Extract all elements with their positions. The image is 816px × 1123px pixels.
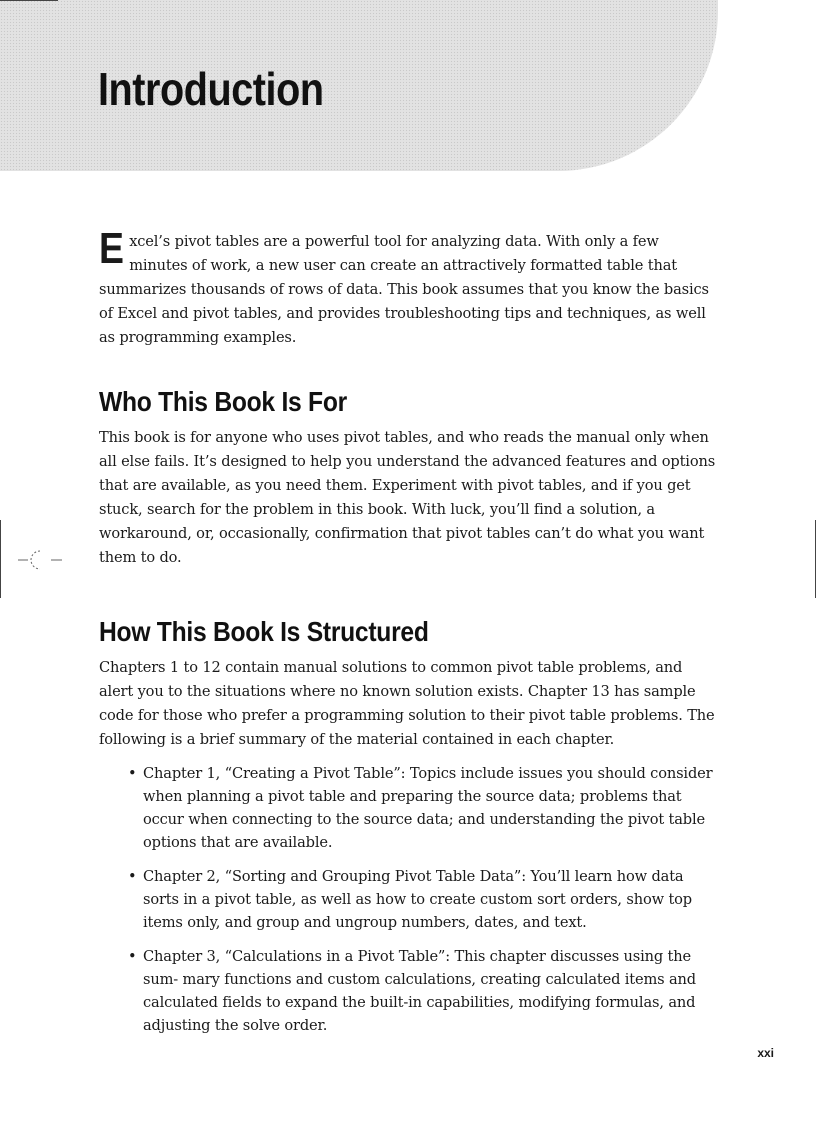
section-heading-who: Who This Book Is For <box>99 386 347 417</box>
registration-mark-icon <box>18 548 62 574</box>
section-body-who: This book is for anyone who uses pivot tables, and who reads the manual only when all else fails. It’s designed to help you understand the advanced features and options that are available, as you need them. Experiment with pivot tables, and if you get stuck, search for the problem in this book. With luck, you’ll find a solution, a workaround, or, occasionally, confirmation that pivot tables can’t do what you want them to do. <box>99 429 716 566</box>
list-item: • Chapter 1, “Creating a Pivot Table”: Topics include issues you should consider when planning a pivot table and preparing the source data; problems that occur when connecting to the source data; and understanding the pivot table options that are available. <box>143 762 719 854</box>
bullet-icon: • <box>128 948 137 965</box>
list-item: • Chapter 3, “Calculations in a Pivot Table”: This chapter discusses using the sum- mary functions and custom calculations, creating calculated items and calculated fields to expand the built-in capabilities, modifying formulas, and adjusting the solve order. <box>143 945 719 1037</box>
page-content <box>99 224 719 1048</box>
bullet-icon: • <box>128 765 137 782</box>
bullet-icon: • <box>128 868 137 885</box>
chapter-summary-list <box>99 762 719 1037</box>
intro-paragraph <box>99 224 719 350</box>
section-heading-how: How This Book Is Structured <box>99 616 429 647</box>
left-margin-line <box>0 520 1 598</box>
chapter-title: Introduction <box>98 63 324 115</box>
top-rule <box>0 0 58 1</box>
page-number: xxi <box>757 1046 774 1060</box>
drop-cap: E <box>99 224 124 273</box>
section-body-how: Chapters 1 to 12 contain manual solutions to common pivot table problems, and alert you to the situations where no known solution exists. Chapter 13 has sample code for those who prefer a programming solution to their pivot table problems. The following is a brief summary of the material contained in each chapter. <box>99 659 715 748</box>
list-item: • Chapter 2, “Sorting and Grouping Pivot Table Data”: You’ll learn how data sorts in a pivot table, as well as how to create custom sort orders, show top items only, and group and ungroup numbers, dates, and text. <box>143 865 719 934</box>
intro-text: xcel’s pivot tables are a powerful tool for analyzing data. With only a few minutes of work, a new user can create an attractively formatted table that summarizes thousands of rows of data. This book assumes that you know the basics of Excel and pivot tables, and provides troubleshooting tips and techniques, as well as programming examples. <box>99 233 709 346</box>
